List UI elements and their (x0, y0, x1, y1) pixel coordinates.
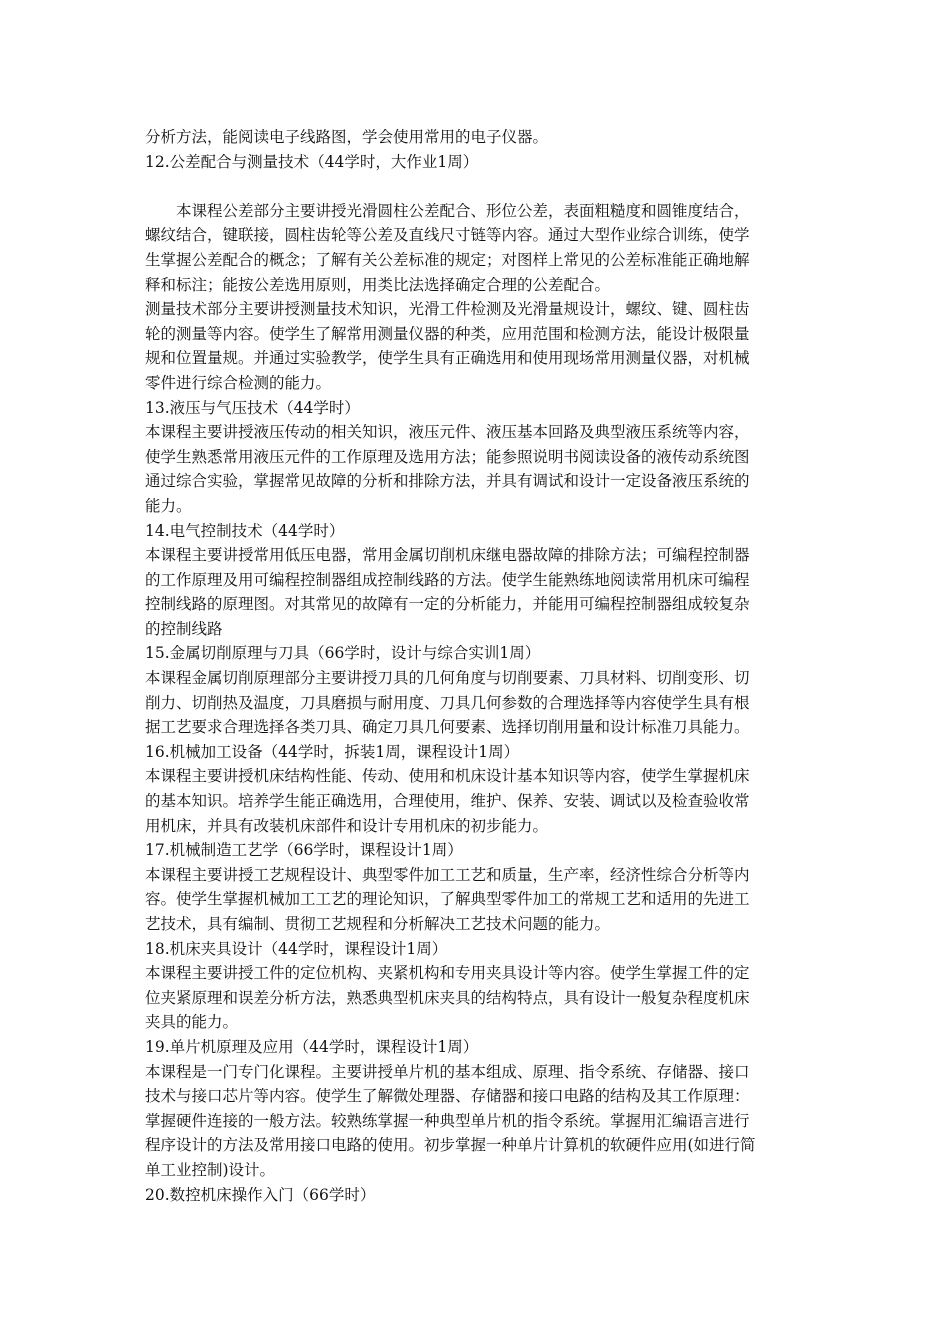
section-paragraph (145, 199, 815, 297)
paragraph-line: 技术与接口芯片等内容。使学生了解微处理器、存储器和接口电路的结构及其工作原理： (145, 1087, 750, 1106)
section-paragraph (145, 420, 815, 518)
paragraph-line: 能力。 (145, 496, 192, 515)
paragraph-line: 削力、切削热及温度，刀具磨损与耐用度、刀具几何参数的合理选择等内容使学生具有根 (145, 693, 750, 712)
paragraph-line: 测量技术部分主要讲授测量技术知识，光滑工件检测及光滑量规设计，螺纹、键、圆柱齿 (145, 300, 750, 319)
section-heading: 16.机械加工设备（44学时，拆装1周，课程设计1周） (145, 742, 520, 761)
paragraph-line: 程序设计的方法及常用接口电路的使用。初步掌握一种单片计算机的软硬件应用(如进行简 (145, 1136, 756, 1155)
section-heading: 17.机械制造工艺学（66学时，课程设计1周） (145, 841, 463, 860)
section-heading: 12.公差配合与测量技术（44学时，大作业1周） (145, 152, 479, 171)
intro-tail-line: 分析方法，能阅读电子线路图，学会使用常用的电子仪器。 (145, 128, 549, 146)
course-section (145, 150, 815, 396)
course-section (145, 838, 815, 936)
section-heading: 15.金属切削原理与刀具（66学时，设计与综合实训1周） (145, 644, 541, 663)
paragraph-line: 本课程主要讲授液压传动的相关知识，液压元件、液压基本回路及典型液压系统等内容， (145, 423, 750, 442)
course-section (145, 1183, 815, 1208)
paragraph-line: 的工作原理及用可编程控制器组成控制线路的方法。使学生能熟练地阅读常用机床可编程 (145, 570, 750, 589)
course-sections (145, 150, 815, 1208)
paragraph-line: 控制线路的原理图。对其常见的故障有一定的分析能力，并能用可编程控制器组成较复杂 (145, 595, 750, 614)
paragraph-line: 通过综合实验，掌握常见故障的分析和排除方法，并具有调试和设计一定设备液压系统的 (145, 472, 750, 491)
paragraph-line: 本课程主要讲授工件的定位机构、夹紧机构和专用夹具设计等内容。使学生掌握工件的定 (145, 964, 750, 983)
document-page (145, 125, 815, 1207)
course-section (145, 1035, 815, 1183)
course-section (145, 937, 815, 1035)
paragraph-line: 单工业控制)设计。 (145, 1160, 276, 1179)
paragraph-line: 本课程主要讲授机床结构性能、传动、使用和机床设计基本知识等内容，使学生掌握机床 (145, 767, 750, 786)
blank-line (145, 174, 815, 199)
paragraph-line: 掌握硬件连接的一般方法。较熟练掌握一种典型单片机的指令系统。掌握用汇编语言进行 (145, 1111, 750, 1130)
paragraph-line: 本课程主要讲授工艺规程设计、典型零件加工工艺和质量，生产率，经济性综合分析等内 (145, 865, 750, 884)
paragraph-line: 本课程主要讲授常用低压电器，常用金属切削机床继电器故障的排除方法；可编程控制器 (145, 546, 750, 565)
paragraph-line: 容。使学生掌握机械加工工艺的理论知识，了解典型零件加工的常规工艺和适用的先进工 (145, 890, 750, 909)
section-paragraph (145, 764, 815, 838)
section-paragraph (145, 543, 815, 641)
paragraph-line: 用机床，并具有改装机床部件和设计专用机床的初步能力。 (145, 816, 549, 835)
section-heading: 18.机床夹具设计（44学时，课程设计1周） (145, 939, 448, 958)
section-heading: 13.液压与气压技术（44学时） (145, 398, 360, 417)
paragraph-line: 的控制线路 (145, 619, 223, 638)
paragraph-line: 本课程公差部分主要讲授光滑圆柱公差配合、形位公差，表面粗糙度和圆锥度结合， (176, 201, 750, 220)
paragraph-line: 本课程是一门专门化课程。主要讲授单片机的基本组成、原理、指令系统、存储器、接口 (145, 1062, 750, 1081)
paragraph-line: 轮的测量等内容。使学生了解常用测量仪器的种类，应用范围和检测方法，能设计极限量 (145, 324, 750, 343)
paragraph-line: 本课程金属切削原理部分主要讲授刀具的几何角度与切削要素、刀具材料、切削变形、切 (145, 669, 750, 688)
paragraph-line: 规和位置量规。并通过实验教学，使学生具有正确选用和使用现场常用测量仪器，对机械 (145, 349, 750, 368)
section-paragraph (145, 961, 815, 1035)
section-heading: 20.数控机床操作入门（66学时） (145, 1185, 376, 1204)
paragraph-line: 夹具的能力。 (145, 1013, 239, 1032)
paragraph-line: 释和标注；能按公差选用原则，用类比法选择确定合理的公差配合。 (145, 275, 611, 294)
paragraph-line: 位夹紧原理和误差分析方法，熟悉典型机床夹具的结构特点，具有设计一般复杂程度机床 (145, 988, 750, 1007)
section-paragraph (145, 297, 815, 395)
course-section (145, 641, 815, 739)
paragraph-line: 艺技术，具有编制、贯彻工艺规程和分析解决工艺技术问题的能力。 (145, 915, 611, 933)
section-paragraph (145, 863, 815, 937)
section-paragraph (145, 1060, 815, 1183)
section-heading: 19.单片机原理及应用（44学时，课程设计1周） (145, 1037, 479, 1056)
course-section (145, 740, 815, 838)
paragraph-line: 的基本知识。培养学生能正确选用，合理使用，维护、保养、安装、调试以及检查验收常 (145, 792, 750, 811)
paragraph-line: 螺纹结合，键联接，圆柱齿轮等公差及直线尺寸链等内容。通过大型作业综合训练，使学 (145, 226, 750, 245)
paragraph-line: 零件进行综合检测的能力。 (145, 373, 332, 392)
section-paragraph (145, 666, 815, 740)
paragraph-line: 据工艺要求合理选择各类刀具、确定刀具几何要素、选择切削用量和设计标准刀具能力。 (145, 718, 750, 737)
course-section (145, 519, 815, 642)
paragraph-line: 使学生熟悉常用液压元件的工作原理及选用方法；能参照说明书阅读设备的液传动系统图 (145, 447, 750, 466)
paragraph-line: 生掌握公差配合的概念；了解有关公差标准的规定；对图样上常见的公差标准能正确地解 (145, 250, 750, 269)
course-section (145, 396, 815, 519)
section-heading: 14.电气控制技术（44学时） (145, 521, 345, 540)
